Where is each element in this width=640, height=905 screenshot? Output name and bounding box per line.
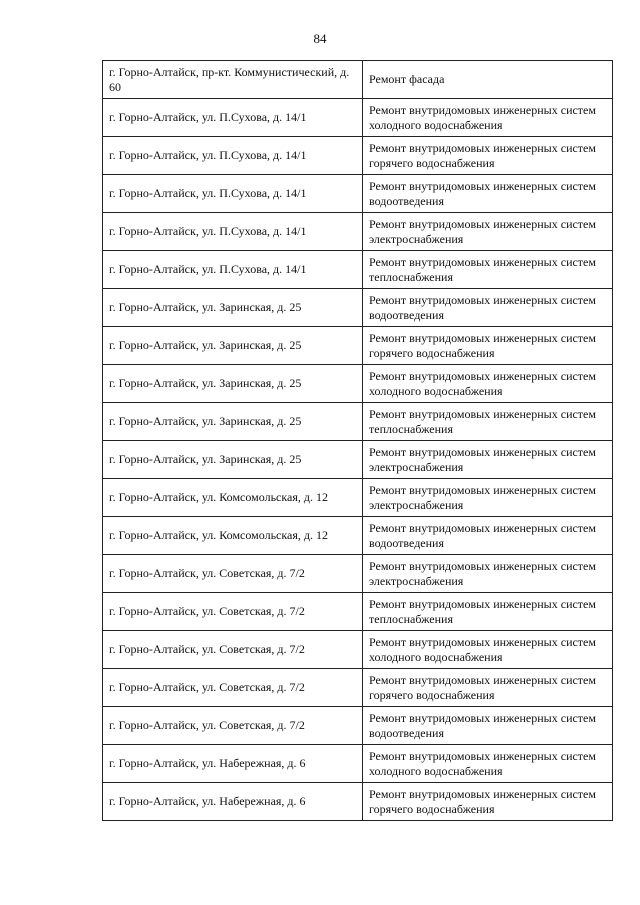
work-type-cell: Ремонт внутридомовых инженерных систем электроснабжения (363, 555, 613, 593)
work-type-cell: Ремонт внутридомовых инженерных систем теплоснабжения (363, 251, 613, 289)
work-type-cell: Ремонт внутридомовых инженерных систем водоотведения (363, 175, 613, 213)
work-type-cell: Ремонт фасада (363, 61, 613, 99)
table-row (103, 669, 613, 707)
work-type-cell: Ремонт внутридомовых инженерных систем холодного водоснабжения (363, 745, 613, 783)
work-type-cell: Ремонт внутридомовых инженерных систем электроснабжения (363, 213, 613, 251)
table-row (103, 175, 613, 213)
work-type-cell: Ремонт внутридомовых инженерных систем электроснабжения (363, 441, 613, 479)
table-row (103, 251, 613, 289)
table-row (103, 213, 613, 251)
work-type-cell: Ремонт внутридомовых инженерных систем водоотведения (363, 707, 613, 745)
table-row (103, 745, 613, 783)
address-cell: г. Горно-Алтайск, ул. Комсомольская, д. 12 (103, 479, 363, 517)
address-cell: г. Горно-Алтайск, ул. Советская, д. 7/2 (103, 707, 363, 745)
works-table-body (103, 61, 613, 821)
work-type-cell: Ремонт внутридомовых инженерных систем теплоснабжения (363, 403, 613, 441)
table-row (103, 441, 613, 479)
address-cell: г. Горно-Алтайск, ул. Советская, д. 7/2 (103, 669, 363, 707)
work-type-cell: Ремонт внутридомовых инженерных систем горячего водоснабжения (363, 783, 613, 821)
table-row (103, 289, 613, 327)
table-row (103, 555, 613, 593)
address-cell: г. Горно-Алтайск, ул. П.Сухова, д. 14/1 (103, 251, 363, 289)
address-cell: г. Горно-Алтайск, ул. П.Сухова, д. 14/1 (103, 213, 363, 251)
work-type-cell: Ремонт внутридомовых инженерных систем холодного водоснабжения (363, 99, 613, 137)
address-cell: г. Горно-Алтайск, ул. Советская, д. 7/2 (103, 593, 363, 631)
work-type-cell: Ремонт внутридомовых инженерных систем горячего водоснабжения (363, 327, 613, 365)
work-type-cell: Ремонт внутридомовых инженерных систем теплоснабжения (363, 593, 613, 631)
table-row (103, 631, 613, 669)
address-cell: г. Горно-Алтайск, ул. Советская, д. 7/2 (103, 631, 363, 669)
work-type-cell: Ремонт внутридомовых инженерных систем водоотведения (363, 517, 613, 555)
address-cell: г. Горно-Алтайск, ул. Заринская, д. 25 (103, 289, 363, 327)
address-cell: г. Горно-Алтайск, ул. Комсомольская, д. 12 (103, 517, 363, 555)
work-type-cell: Ремонт внутридомовых инженерных систем холодного водоснабжения (363, 631, 613, 669)
table-row (103, 99, 613, 137)
table-row (103, 327, 613, 365)
address-cell: г. Горно-Алтайск, ул. Набережная, д. 6 (103, 783, 363, 821)
table-row (103, 593, 613, 631)
address-cell: г. Горно-Алтайск, ул. П.Сухова, д. 14/1 (103, 137, 363, 175)
table-row (103, 365, 613, 403)
table-row (103, 479, 613, 517)
address-cell: г. Горно-Алтайск, ул. Советская, д. 7/2 (103, 555, 363, 593)
address-cell: г. Горно-Алтайск, ул. Заринская, д. 25 (103, 365, 363, 403)
table-row (103, 137, 613, 175)
address-cell: г. Горно-Алтайск, ул. П.Сухова, д. 14/1 (103, 175, 363, 213)
table-row (103, 61, 613, 99)
table-row (103, 707, 613, 745)
address-cell: г. Горно-Алтайск, ул. П.Сухова, д. 14/1 (103, 99, 363, 137)
work-type-cell: Ремонт внутридомовых инженерных систем холодного водоснабжения (363, 365, 613, 403)
address-cell: г. Горно-Алтайск, пр-кт. Коммунистический, д. 60 (103, 61, 363, 99)
table-row (103, 783, 613, 821)
address-cell: г. Горно-Алтайск, ул. Заринская, д. 25 (103, 327, 363, 365)
work-type-cell: Ремонт внутридомовых инженерных систем водоотведения (363, 289, 613, 327)
work-type-cell: Ремонт внутридомовых инженерных систем горячего водоснабжения (363, 137, 613, 175)
work-type-cell: Ремонт внутридомовых инженерных систем горячего водоснабжения (363, 669, 613, 707)
table-row (103, 517, 613, 555)
work-type-cell: Ремонт внутридомовых инженерных систем электроснабжения (363, 479, 613, 517)
address-cell: г. Горно-Алтайск, ул. Заринская, д. 25 (103, 403, 363, 441)
address-cell: г. Горно-Алтайск, ул. Заринская, д. 25 (103, 441, 363, 479)
page-number: 84 (313, 31, 327, 46)
table-row (103, 403, 613, 441)
works-table (102, 60, 613, 821)
address-cell: г. Горно-Алтайск, ул. Набережная, д. 6 (103, 745, 363, 783)
